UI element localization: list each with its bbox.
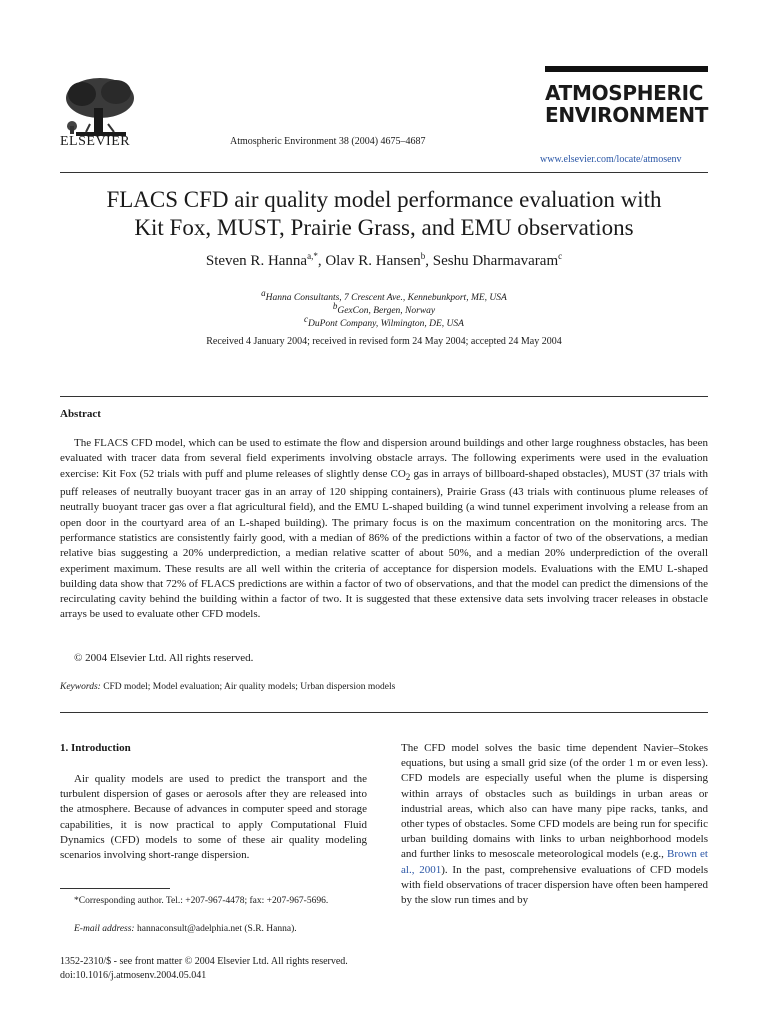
affiliation-text: DuPont Company, Wilmington, DE, USA — [308, 319, 464, 330]
author-name: Olav R. Hansen — [325, 253, 421, 269]
brand-line-1: ATMOSPHERIC — [545, 81, 704, 105]
journal-url-link[interactable]: www.elsevier.com/locate/atmosenv — [540, 154, 682, 165]
abstract-text-part: gas in arrays of billboard-shaped obstacles), MUST (37 trials with puff releases of neutrally buoyant tracer gas in an array of 120 shipping containers), Prairie Grass (43 trials with continuous plume releases of neutrally buoyant tracer gas over a flat agricultural field), and the EMU L-shaped building (a wind tunnel experiment involving a release from an open door in the courtyard area of an L-shaped building). The primary focus is on the maximum concentration on the monitoring arcs. The performance statistics are consistently fairly good, with a median of 86% of the predictions within a factor of two of the observations, a median relative bias suggesting a 20% underprediction, a median relative scatter of about 50%, and a median 20% underprediction of the overall experiment maximum. These results are all well within the criteria of acceptance for dispersion models. Evaluations with the EMU L-shaped building data show that 72% of FLACS predictions are within a factor of two of observations, and that the model can predict the dimensions of the recirculating cavity behind the building within a factor of two. It is suggested that these extensive data sets involving tracer releases in obstacle arrays be used to evaluate other CFD models. — [60, 467, 708, 621]
intro-paragraph-left: Air quality models are used to predict the transport and the turbulent dispersion of gases or aerosols after they are released into the atmosphere. Because of advances in computer speed and storage capabilities, it is now practical to apply Computational Fluid Dynamics (CFD) models to some of these air quality modeling scenarios involving short-range dispersion. — [60, 773, 367, 862]
citation-link-brown-2001[interactable]: Brown et al., 2001 — [401, 848, 708, 876]
abstract-copyright: © 2004 Elsevier Ltd. All rights reserved. — [74, 652, 254, 664]
author-name: Steven R. Hanna — [205, 253, 308, 269]
abstract-text — [60, 436, 708, 623]
affiliation-mark: a — [261, 288, 266, 298]
paragraph-text: ). In the past, comprehensive evaluations of CFD models with field observations of tracer dispersion have often been hampered by the slow run times and by — [401, 863, 708, 907]
keywords-label: Keywords: — [60, 682, 101, 692]
affiliation-text: GexCon, Bergen, Norway — [337, 306, 436, 317]
affiliation-mark: b — [332, 301, 338, 311]
keywords — [60, 682, 708, 692]
abstract-top-rule — [60, 396, 708, 397]
email-label: E-mail address: — [74, 924, 135, 934]
paper-title — [60, 186, 708, 242]
abstract-bottom-rule — [60, 712, 708, 713]
paragraph-text: The CFD model solves the basic time dependent Navier–Stokes equations, but using a small grid size (of the order 1 m or even less). CFD models are especially useful when the plume is dispersing within arrays of obstacles such as buildings in urban areas or industrial areas, which also can have many pipe racks, tanks, and other types of obstacles. Some CFD models are being run for specific urban building domains with links to urban neighborhood models and further links to mesoscale meteorological models (e.g., — [401, 742, 708, 861]
footnote-rule — [60, 888, 170, 889]
affiliation-text: Hanna Consultants, 7 Crescent Ave., Kennebunkport, ME, USA — [265, 293, 507, 304]
footnote-corresponding-author: *Corresponding author. Tel.: +207-967-4478; fax: +207-967-5696. — [74, 896, 329, 906]
received-dates: Received 4 January 2004; received in revised form 24 May 2004; accepted 24 May 2004 — [206, 336, 562, 347]
journal-reference: Atmospheric Environment 38 (2004) 4675–4687 — [230, 136, 426, 147]
affiliation-c — [60, 314, 708, 329]
abstract-text-part: The FLACS CFD model, which can be used to estimate the flow and dispersion around buildings and other large roughness obstacles, has been evaluated with tracer data from several field experiments involving obstacle arrays. The following experiments were used in the evaluation exercise: Kit Fox (52 trials with puff and plume releases of slightly dense CO — [60, 437, 708, 480]
email-text: hannaconsult@adelphia.net (S.R. Hanna). — [134, 924, 297, 934]
doi-line: doi:10.1016/j.atmosenv.2004.05.041 — [60, 970, 207, 981]
author-separator: , — [317, 253, 326, 269]
brand-rule — [545, 66, 708, 72]
section-heading-introduction: 1. Introduction — [60, 742, 131, 754]
brand-line-2: ENVIRONMENT — [545, 103, 709, 127]
intro-paragraph-right — [401, 741, 708, 908]
author-list — [60, 251, 708, 270]
author-affiliation-mark: a,* — [307, 251, 318, 261]
abstract-subscript: 2 — [405, 471, 411, 482]
header-divider — [60, 172, 708, 173]
affiliation-mark: c — [304, 314, 309, 324]
footnote-email — [60, 923, 367, 936]
keywords-text: CFD model; Model evaluation; Air quality models; Urban dispersion models — [103, 682, 396, 692]
issn-line: 1352-2310/$ - see front matter © 2004 Elsevier Ltd. All rights reserved. — [60, 956, 348, 967]
publisher-name: ELSEVIER — [60, 134, 131, 149]
abstract-heading: Abstract — [60, 408, 101, 420]
title-line-1: FLACS CFD air quality model performance evaluation with — [106, 187, 662, 212]
author-affiliation-mark: c — [558, 251, 563, 261]
author-name: Seshu Dharmavaram — [432, 253, 559, 269]
author-affiliation-mark: b — [420, 251, 426, 261]
title-line-2: Kit Fox, MUST, Prairie Grass, and EMU observations — [134, 215, 634, 240]
author-separator: , — [425, 253, 433, 269]
journal-brand — [545, 82, 708, 126]
